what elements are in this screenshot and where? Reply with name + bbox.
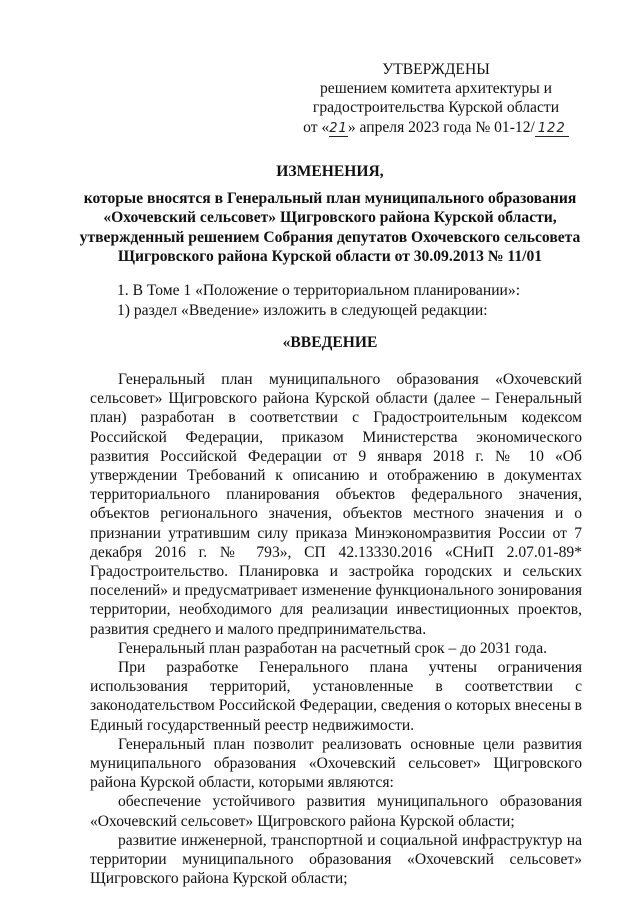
approval-from-prefix: от « <box>303 118 330 136</box>
title-heading: ИЗМЕНЕНИЯ, <box>276 163 384 180</box>
approval-line-1: решением комитета архитектуры и <box>320 80 552 98</box>
paragraph: При разработке Генерального плана учтены ограничения использования территорий, установленные в соответствии с законодательством Российской Федерации, сведения о которых внесены в Единый государственный реестр недвижимости. <box>90 659 582 734</box>
approval-block <box>296 60 576 137</box>
approval-title: УТВЕРЖДЕНЫ <box>382 61 490 78</box>
document-title <box>70 162 590 266</box>
title-line-3: утвержденный решением Собрания депутатов Охочевского сельсовета <box>79 228 581 246</box>
title-line-2: «Охочевский сельсовет» Щигровского района Курской области, <box>103 209 557 227</box>
approval-date-line <box>296 118 576 137</box>
body-text <box>90 370 582 888</box>
paragraph: Генеральный план разработан на расчетный срок – до 2031 года. <box>118 639 548 657</box>
handwritten-day: 21 <box>329 120 348 136</box>
title-line-1: которые вносятся в Генеральный план муниципального образования <box>83 190 577 208</box>
list-item: 1) раздел «Введение» изложить в следующей редакции: <box>117 302 488 319</box>
list-item: 1. В Томе 1 «Положение о территориальном планировании»: <box>117 282 521 299</box>
title-line-4: Щигровского района Курской области от 30.09.2013 № 11/01 <box>117 247 543 265</box>
paragraph: Генеральный план муниципального образования «Охочевский сельсовет» Щигровского района Курской области (далее – Генеральный план) разработан в соответствии с Градостроительным кодексом Российской Федерации, приказом Министерства экономического развития Российской Федерации от 9 января 2018 г. № 10 «Об утверждении Требований к описанию и отображению в документах территориального планирования объектов федерального значения, объектов регионального значения, объектов местного значения и о признании утратившим силу приказа Минэкономразвития России от 7 декабря 2016 г. № 793», СП 42.13330.2016 «СНиП 2.07.01-89* Градостроительство. Планировка и застройка городских и сельских поселений» и предусматривает изменение функционального зонирования территории, необходимого для реализации инвестиционных проектов, развития среднего и малого предпринимательства. <box>90 371 582 638</box>
section-title: «ВВЕДЕНИЕ <box>282 334 378 351</box>
paragraph: обеспечение устойчивого развития муниципального образования «Охочевский сельсовет» Щигровского района Курской области; <box>90 793 582 830</box>
approval-from-middle: » апреля 2023 года № 01-12/ <box>347 118 535 136</box>
paragraph: Генеральный план позволит реализовать основные цели развития муниципального образования «Охочевский сельсовет» Щигровского района Курской области, которыми являются: <box>90 735 582 792</box>
handwritten-number: 122 <box>535 122 569 137</box>
paragraph: развитие инженерной, транспортной и социальной инфраструктур на территории муниципального образования «Охочевский сельсовет» Щигровского района Курской области; <box>90 831 582 888</box>
approval-line-2: градостроительства Курской области <box>312 99 560 117</box>
